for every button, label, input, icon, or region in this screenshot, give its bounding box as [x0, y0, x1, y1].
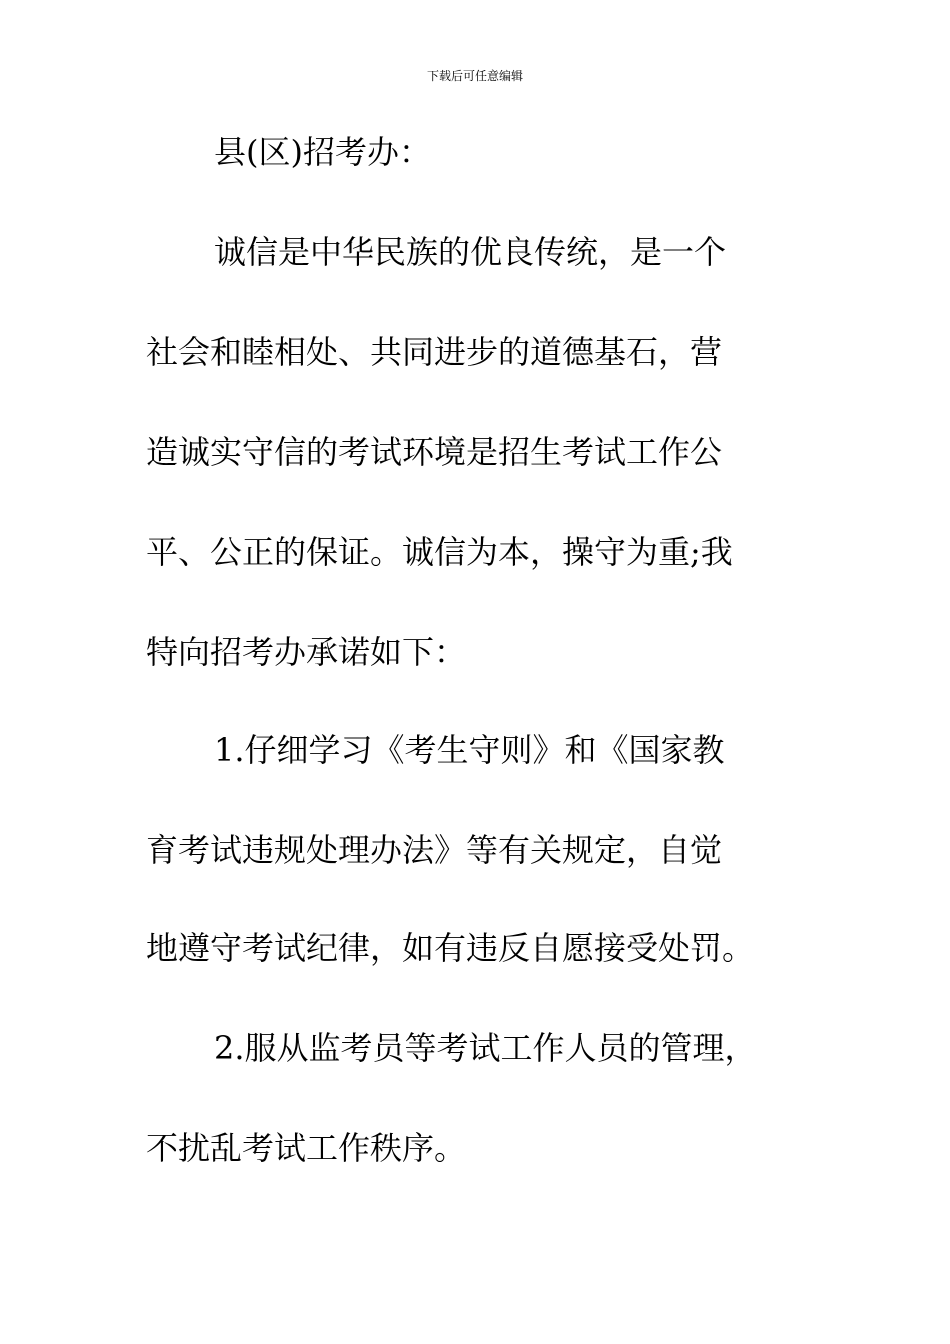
salutation-line: 县(区)招考办：: [214, 133, 431, 171]
pledge-item-1: 1.仔细学习《考生守则》和《国家教: [214, 731, 725, 769]
paragraph-line: 造诚实守信的考试环境是招生考试工作公: [146, 433, 723, 471]
paragraph-line: 诚信是中华民族的优良传统，是一个: [214, 233, 727, 271]
pledge-item-1-cont: 育考试违规处理办法》等有关规定，自觉: [146, 831, 723, 869]
paragraph-line: 社会和睦相处、共同进步的道德基石，营: [146, 333, 723, 371]
paragraph-line: 特向招考办承诺如下：: [146, 633, 467, 671]
header-note: 下载后可任意编辑: [426, 69, 523, 83]
pledge-item-1-cont: 地遵守考试纪律，如有违反自愿接受处罚。: [146, 929, 755, 967]
paragraph-line: 平、公正的保证。诚信为本，操守为重;我: [146, 533, 733, 571]
pledge-item-2: 2.服从监考员等考试工作人员的管理，: [214, 1029, 757, 1067]
pledge-item-2-cont: 不扰乱考试工作秩序。: [146, 1129, 467, 1167]
